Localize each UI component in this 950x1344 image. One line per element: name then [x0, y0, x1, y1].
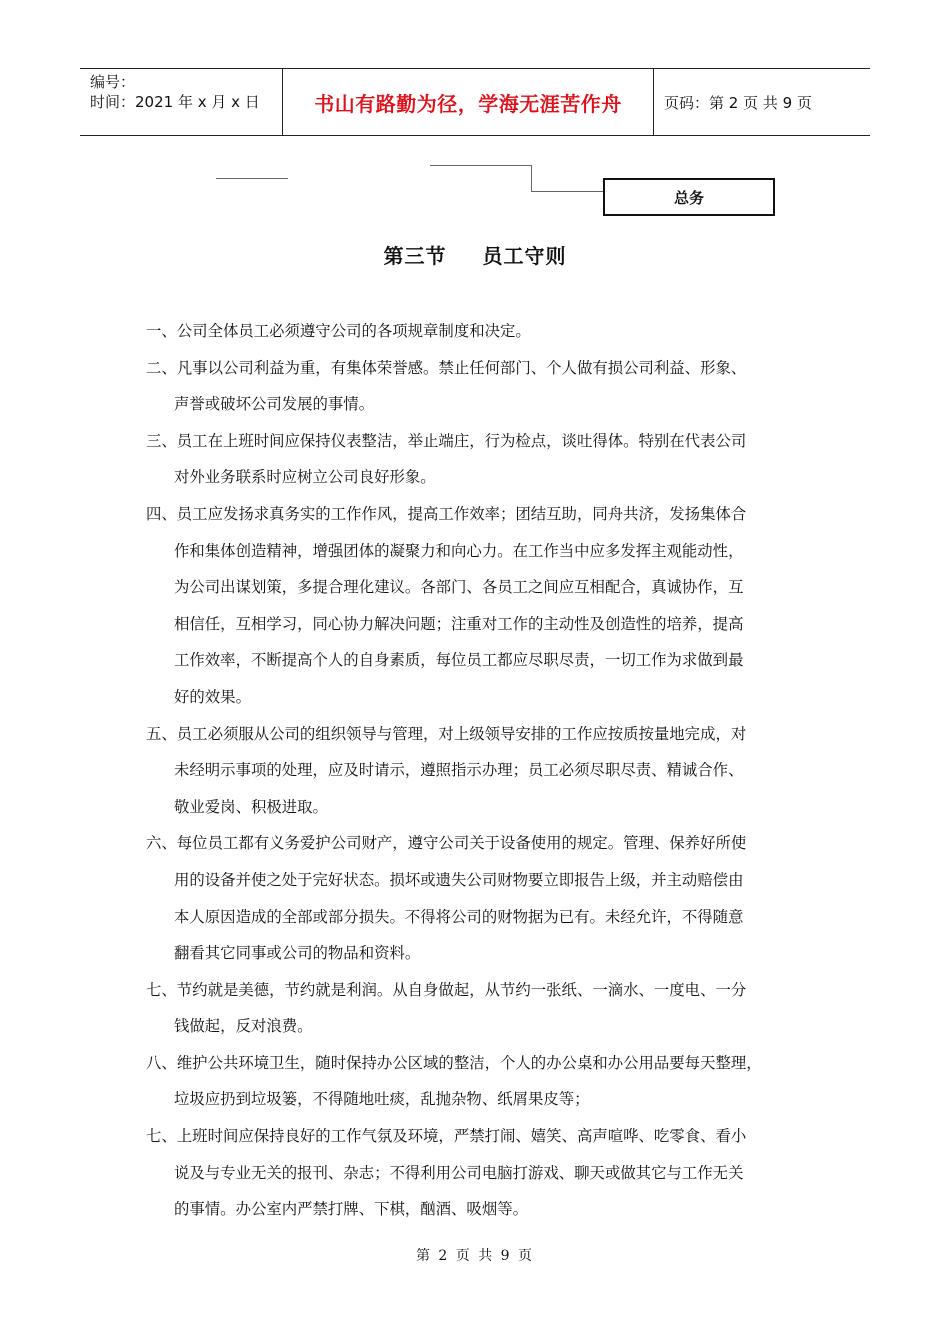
rule-line: 四、员工应发扬求真务实的工作作风，提高工作效率；团结互助，同舟共济，发扬集体合	[146, 504, 747, 523]
page-footer	[0, 1245, 950, 1265]
rule-line: 钱做起，反对浪费。	[174, 1017, 313, 1036]
document-header	[80, 68, 870, 136]
rule-line: 垃圾应扔到垃圾篓，不得随地吐痰，乱抛杂物、纸屑果皮等；	[174, 1090, 590, 1109]
rule-line: 为公司出谋划策，多提合理化建议。各部门、各员工之间应互相配合，真诚协作，互	[174, 578, 744, 597]
rule-line: 未经明示事项的处理，应及时请示，遵照指示办理；员工必须尽职尽责、精诚合作、	[174, 761, 744, 780]
org-box-general-affairs	[603, 178, 775, 216]
org-line-connector	[531, 191, 603, 192]
rule-line: 三、员工在上班时间应保持仪表整洁，举止端庄，行为检点，谈吐得体。特别在代表公司	[146, 431, 747, 450]
org-line-top	[430, 165, 532, 166]
rule-line: 的事情。办公室内严禁打牌、下棋，酗酒、吸烟等。	[174, 1200, 528, 1219]
org-line-vertical	[531, 165, 532, 192]
motto-text: 书山有路勤为径，学海无涯苦作舟	[314, 91, 622, 116]
rule-line: 五、员工必须服从公司的组织领导与管理，对上级领导安排的工作应按质按量地完成，对	[146, 724, 747, 743]
rule-line: 本人原因造成的全部或部分损失。不得将公司的财物据为已有。未经允许，不得随意	[174, 907, 744, 926]
rule-item	[146, 423, 808, 496]
section-name: 员工守则	[482, 244, 567, 268]
rule-item	[146, 1118, 808, 1228]
rule-line: 七、上班时间应保持良好的工作气氛及环境，严禁打闹、嬉笑、高声喧哗、吃零食、看小	[146, 1127, 747, 1146]
rule-line: 六、每位员工都有义务爱护公司财产，遵守公司关于设备使用的规定。管理、保养好所使	[146, 834, 747, 853]
date-label: 时间：2021 年 x 月 x 日	[90, 93, 260, 111]
rule-item	[146, 825, 808, 971]
rule-item	[146, 1045, 808, 1118]
rule-line: 二、凡事以公司利益为重，有集体荣誉感。禁止任何部门、个人做有损公司利益、形象、	[146, 358, 747, 377]
rule-item	[146, 972, 808, 1045]
org-box-label: 总务	[673, 188, 704, 207]
rule-line: 七、节约就是美德，节约就是利润。从自身做起，从节约一张纸、一滴水、一度电、一分	[146, 980, 747, 999]
rule-line: 工作效率，不断提高个人的自身素质，每位员工都应尽职尽责，一切工作为求做到最	[174, 651, 744, 670]
rule-line: 八、维护公共环境卫生，随时保持办公区域的整洁，个人的办公桌和办公用品要每天整理，	[146, 1053, 762, 1072]
section-title	[0, 240, 950, 269]
rule-line: 说及与专业无关的报刊、杂志；不得利用公司电脑打游戏、聊天或做其它与工作无关	[174, 1163, 744, 1182]
rules-list	[146, 313, 808, 1228]
page-label: 页码：第 2 页 共 9 页	[664, 93, 812, 112]
rule-item	[146, 313, 808, 350]
footer-page-number: 第 2 页 共 9 页	[415, 1248, 535, 1264]
rule-line: 敬业爱岗、积极进取。	[174, 797, 328, 816]
rule-line: 好的效果。	[174, 687, 251, 706]
rule-item	[146, 716, 808, 826]
header-motto-cell	[282, 69, 654, 135]
rule-item	[146, 496, 808, 716]
header-page-cell	[654, 69, 870, 135]
rule-line: 作和集体创造精神，增强团体的凝聚力和向心力。在工作当中应多发挥主观能动性，	[174, 541, 744, 560]
rule-line: 声誉或破坏公司发展的事情。	[174, 395, 375, 414]
rule-line: 一、公司全体员工必须遵守公司的各项规章制度和决定。	[146, 322, 531, 340]
rule-line: 相信任，互相学习，同心协力解决问题；注重对工作的主动性及创造性的培养，提高	[174, 614, 744, 633]
rule-line: 用的设备并使之处于完好状态。损坏或遗失公司财物要立即报告上级，并主动赔偿由	[174, 870, 744, 889]
rule-line: 对外业务联系时应树立公司良好形象。	[174, 468, 436, 487]
number-label: 编号：	[90, 73, 136, 91]
rule-line: 翻看其它同事或公司的物品和资料。	[174, 944, 421, 963]
section-number: 第三节	[383, 244, 447, 268]
org-line-left	[216, 178, 288, 179]
rule-item	[146, 350, 808, 423]
header-meta	[80, 69, 282, 135]
